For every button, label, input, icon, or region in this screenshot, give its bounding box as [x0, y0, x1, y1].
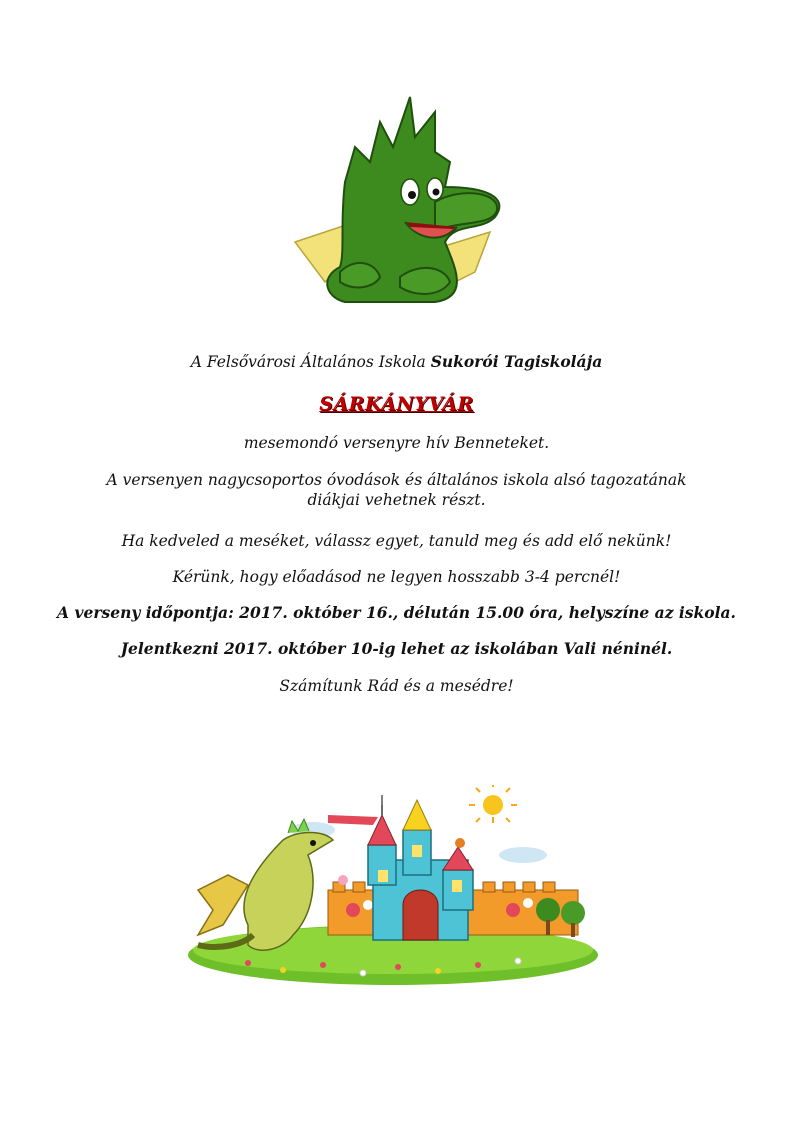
length-text: Kérünk, hogy előadásod ne legyen hosszabb 3-4 percnél!: [172, 568, 621, 586]
participants-text-1: A versenyen nagycsoportos óvodások és általános iskola alsó tagozatának: [106, 471, 687, 489]
invite-text: mesemondó versenyre hív Benneteket.: [243, 434, 550, 452]
instruction-text: Ha kedveled a meséket, válassz egyet, tanuld meg és add elő nekünk!: [121, 532, 672, 550]
school-prefix: A Felsővárosi Általános Iskola: [190, 353, 426, 371]
dragon-castle-illustration: [188, 785, 603, 985]
cartoon-dragon-illustration: [285, 92, 505, 307]
event-title: SÁRKÁNYVÁR: [319, 393, 474, 415]
closing-text: Számítunk Rád és a mesédre!: [279, 677, 514, 695]
school-name: Sukorói Tagiskolája: [430, 352, 603, 371]
school-line: [0, 352, 793, 372]
participants-text-2: diákjai vehetnek részt.: [307, 491, 486, 509]
when-text: A verseny időpontja: 2017. október 16., délután 15.00 óra, helyszíne az iskola.: [57, 603, 736, 622]
register-text: Jelentkezni 2017. október 10-ig lehet az iskolában Vali néninél.: [120, 639, 673, 658]
